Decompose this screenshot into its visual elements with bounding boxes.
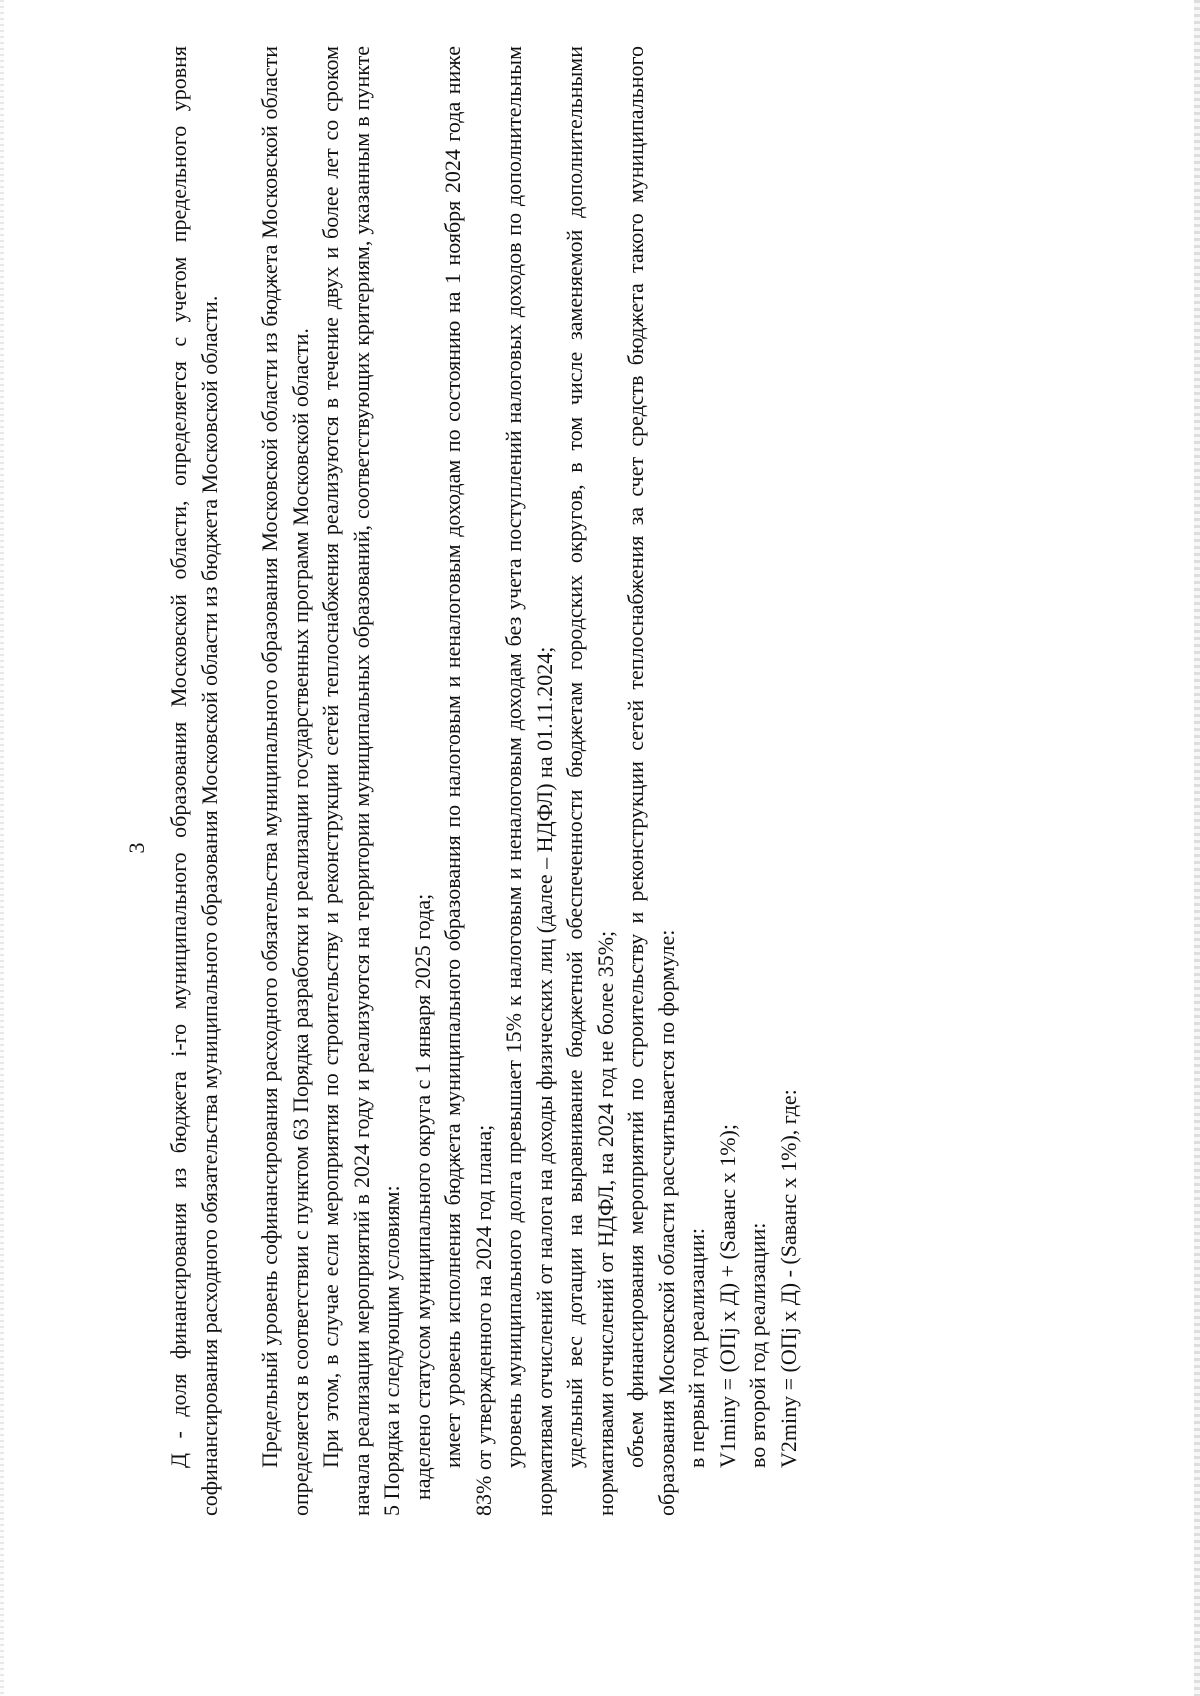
formula-first-year: V1miny = (ОПj х Д) + (Sаванс х 1%);: [714, 1124, 740, 1468]
document-body: [164, 46, 804, 1516]
paragraph-limit-level: Предельный уровень софинансирования расходного обязательства муниципального образования Московской области из бюджета Московской области определяется в соответствии с пунктом 63 Порядка разработки и реализации государственных программ Московской области.: [257, 46, 313, 1516]
condition-item-4: удельный вес дотации на выравнивание бюджетной обеспеченности бюджетам городских округов, в том числе заменяемой дополнительными нормативами отчислений от НДФЛ, на 2024 год не более 35%;: [562, 46, 618, 1516]
condition-item-1: наделено статусом муниципального округа с 1 января 2025 года;: [409, 893, 435, 1500]
condition-item-2: имеет уровень исполнения бюджета муниципального образования по налоговым и неналоговым доходам по состоянию на 1 ноября 2024 года ниже 83% от утвержденного на 2024 год плана;: [440, 46, 496, 1516]
first-year-label: в первый год реализации:: [684, 1227, 709, 1468]
paragraph-d-definition: Д - доля финансирования из бюджета i-го муниципального образования Московской области, определяется с учетом предельного уровня софинансирования расходного обязательства муниципального образования Московской области из бюджета Московской области.: [166, 46, 222, 1516]
paragraph-exception-intro: При этом, в случае если мероприятия по строительству и реконструкции сетей теплоснабжения реализуются в течение двух и более лет со сроком начала реализации мероприятий в 2024 году и реализуются на территории муниципальных образований, соответствующих критериям, указанным в пункте 5 Порядка и следующим условиям:: [318, 46, 404, 1516]
page-number: 3: [124, 842, 149, 854]
formula-second-year: V2miny = (ОПj х Д) - (Sаванс х 1%), где:: [775, 1089, 801, 1468]
paragraph-volume-formula-intro: объем финансирования мероприятий по строительству и реконструкции сетей теплоснабжения за счет средств бюджета такого муниципального образования Московской области рассчитывается по формуле:: [623, 46, 679, 1516]
condition-item-3: уровень муниципального долга превышает 15% к налоговым и неналоговым доходам без учета поступлений налоговых доходов по дополнительным нормативам отчислений от налога на доходы физических лиц (далее – НДФЛ) на 01.11.2024;: [501, 46, 557, 1516]
second-year-label: во второй год реализации:: [745, 1222, 770, 1468]
